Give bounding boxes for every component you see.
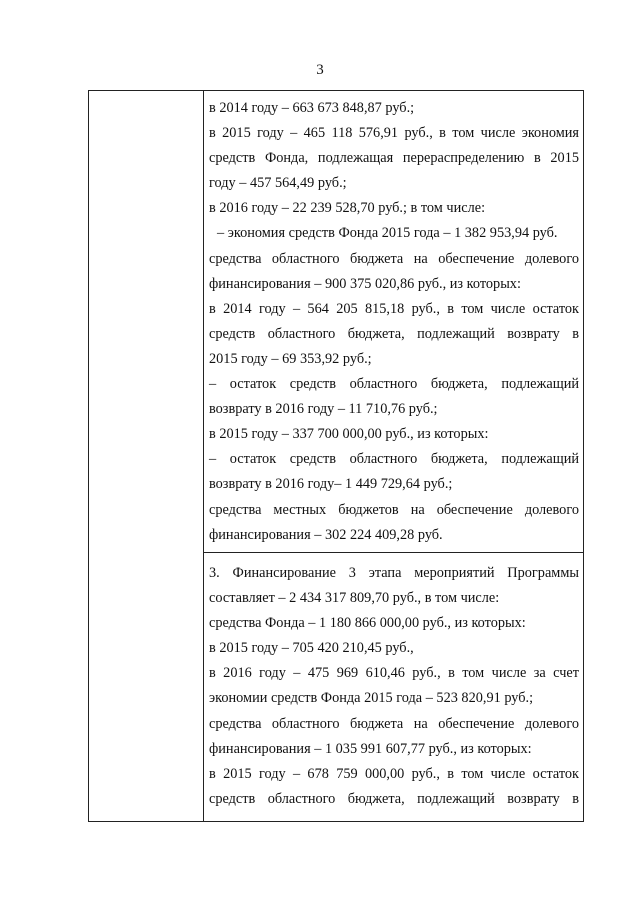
text-line: финансирования – 900 375 020,86 руб., из которых: <box>209 275 521 292</box>
text-line: 2015 году – 69 353,92 руб.; <box>209 350 372 367</box>
text-line: в 2014 году – 564 205 815,18 руб., в том числе остаток <box>209 300 579 317</box>
text-line: в 2015 году – 465 118 576,91 руб., в том числе экономия <box>209 125 579 142</box>
text-line: средства местных бюджетов на обеспечение долевого <box>209 501 579 518</box>
text-line: возврату в 2016 году – 11 710,76 руб.; <box>209 401 438 418</box>
text-line: в 2016 году – 22 239 528,70 руб.; в том числе: <box>209 200 486 217</box>
text-line: средств областного бюджета, подлежащий возврату в <box>209 790 579 807</box>
text-line: году – 457 564,49 руб.; <box>209 175 347 192</box>
text-line: 3. Финансирование 3 этапа мероприятий Программы <box>209 565 579 581</box>
text-line: средств Фонда, подлежащая перераспределению в 2015 <box>209 150 579 167</box>
text-line: средства Фонда – 1 180 866 000,00 руб., из которых: <box>209 615 526 632</box>
text-line: – экономия средств Фонда 2015 года – 1 382 953,94 руб. <box>217 225 558 242</box>
text-line: средства областного бюджета на обеспечение долевого <box>209 715 579 732</box>
text-line: финансирования – 302 224 409,28 руб. <box>209 526 443 543</box>
page-number: 3 <box>316 62 324 78</box>
document-table <box>88 90 584 822</box>
text-line: в 2015 году – 705 420 210,45 руб., <box>209 640 414 657</box>
text-line: средства областного бюджета на обеспечение долевого <box>209 250 579 267</box>
text-line: финансирования – 1 035 991 607,77 руб., из которых: <box>209 740 532 757</box>
text-line: – остаток средств областного бюджета, подлежащий <box>209 376 579 393</box>
text-line: возврату в 2016 году– 1 449 729,64 руб.; <box>209 476 453 493</box>
financing-stage-2-cell <box>204 91 584 553</box>
text-line: в 2014 году – 663 673 848,87 руб.; <box>209 100 415 116</box>
table-row <box>89 91 584 553</box>
text-line: средств областного бюджета, подлежащий возврату в <box>209 325 579 342</box>
text-line: составляет – 2 434 317 809,70 руб., в том числе: <box>209 590 500 607</box>
financing-stage-3-cell <box>204 553 584 822</box>
text-line: в 2015 году – 678 759 000,00 руб., в том числе остаток <box>209 765 579 782</box>
empty-left-cell <box>89 91 204 822</box>
text-line: в 2016 году – 475 969 610,46 руб., в том числе за счет <box>209 665 579 682</box>
text-line: в 2015 году – 337 700 000,00 руб., из которых: <box>209 426 489 443</box>
text-line: – остаток средств областного бюджета, подлежащий <box>209 451 579 468</box>
text-line: экономии средств Фонда 2015 года – 523 820,91 руб.; <box>209 690 534 707</box>
